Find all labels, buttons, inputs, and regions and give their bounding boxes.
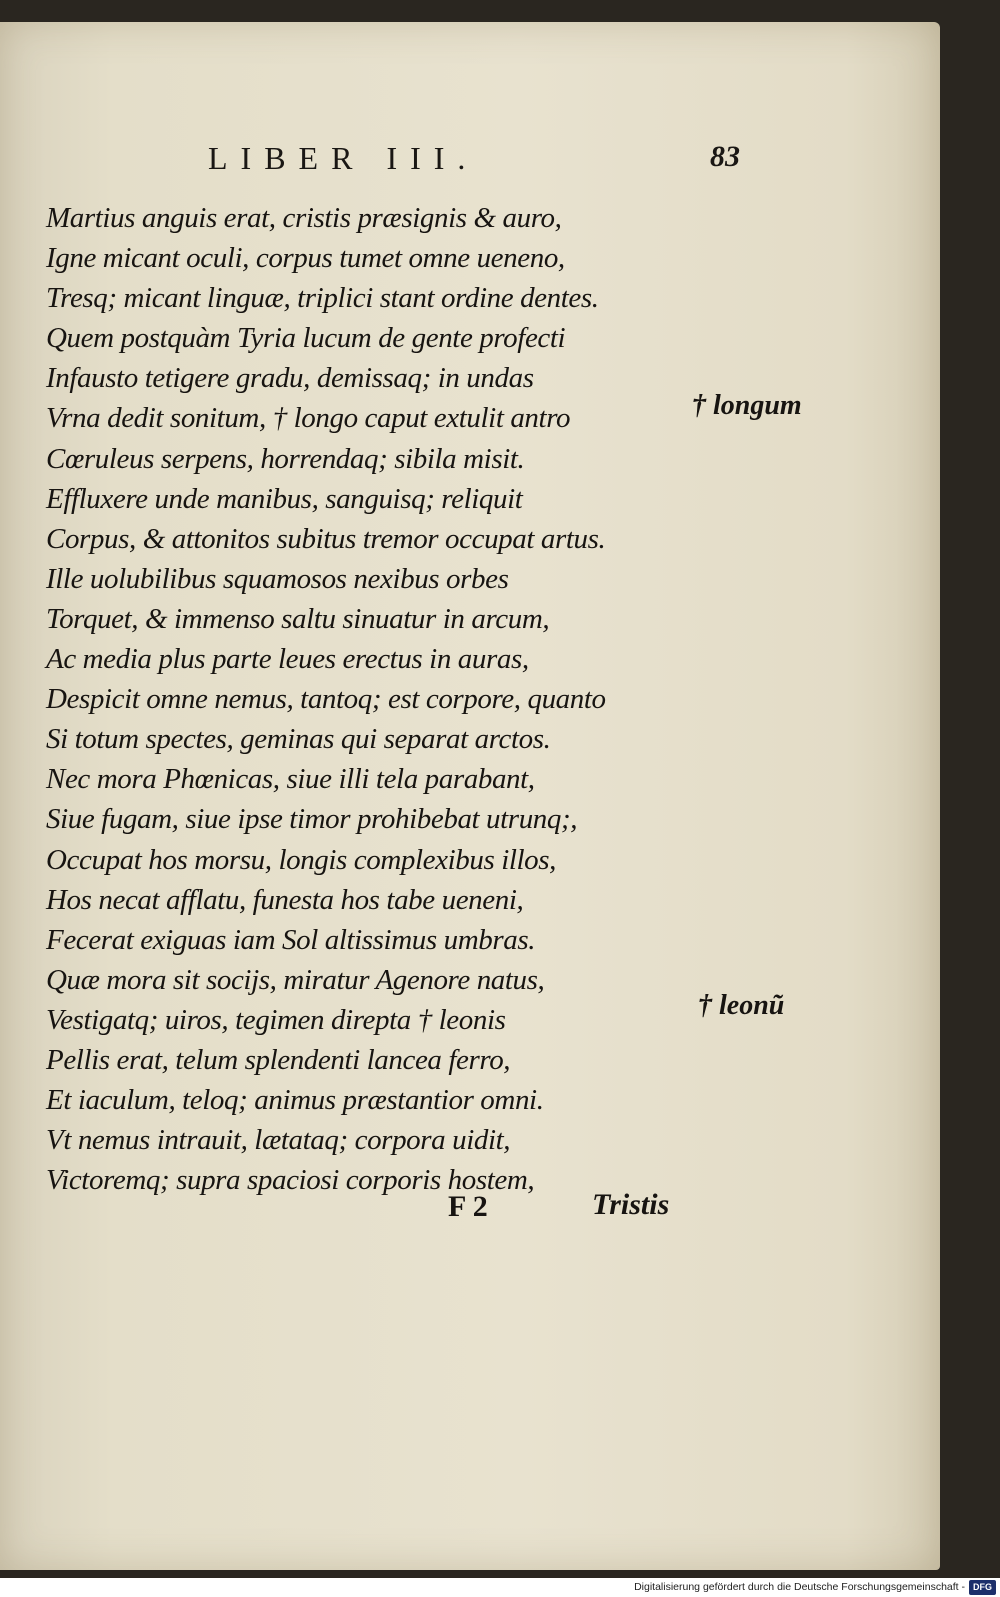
verse-line: Pellis erat, telum splendenti lancea ferro,	[46, 1043, 511, 1076]
verse-line: Igne micant oculi, corpus tumet omne ueneno,	[46, 242, 565, 275]
verse-line: Hos necat afflatu, funesta hos tabe ueneni,	[46, 883, 524, 916]
catchword: Tristis	[592, 1188, 670, 1221]
verse-line: Vt nemus intrauit, lætataq; corpora uidit,	[46, 1124, 511, 1157]
verse-line: Si totum spectes, geminas qui separat arctos.	[46, 723, 551, 756]
dfg-logo: DFG	[969, 1580, 996, 1595]
verse-line: Infausto tetigere gradu, demissaq; in undas	[46, 362, 534, 395]
verse-line: Corpus, & attonitos subitus tremor occupat artus.	[46, 522, 606, 555]
signature-mark: F 2	[448, 1190, 488, 1223]
verse-line: Ille uolubilibus squamosos nexibus orbes	[46, 562, 509, 595]
verse-line: Vestigatq; uiros, tegimen direpta † leonis	[46, 1003, 506, 1036]
verse-block	[46, 198, 606, 1200]
verse-line: Nec mora Phœnicas, siue illi tela parabant,	[46, 763, 535, 796]
attribution-bar	[0, 1578, 1000, 1597]
attribution-text: Digitalisierung gefördert durch die Deutsche Forschungsgemeinschaft -	[634, 1581, 965, 1593]
marginal-note: † longum	[692, 390, 802, 421]
verse-line: Despicit omne nemus, tantoq; est corpore, quanto	[46, 683, 606, 716]
verse-line: Martius anguis erat, cristis præsignis & auro,	[46, 202, 562, 234]
marginal-note: † leonũ	[698, 990, 785, 1021]
verse-line: Vrna dedit sonitum, † longo caput extulit antro	[46, 402, 571, 435]
running-head: LIBER III.	[208, 140, 479, 176]
verse-line: Victoremq; supra spaciosi corporis hostem,	[46, 1164, 535, 1197]
verse-line: Occupat hos morsu, longis complexibus illos,	[46, 843, 557, 876]
verse-line: Quæ mora sit socijs, miratur Agenore natus,	[46, 963, 545, 996]
verse-line: Tresq; micant linguæ, triplici stant ordine dentes.	[46, 282, 599, 315]
verse-line: Torquet, & immenso saltu sinuatur in arcum,	[46, 602, 550, 635]
book-page	[0, 22, 940, 1570]
verse-line: Effluxere unde manibus, sanguisq; reliquit	[46, 482, 523, 515]
verse-line: Siue fugam, siue ipse timor prohibebat utrunq;,	[46, 803, 578, 836]
verse-line: Quem postquàm Tyria lucum de gente profecti	[46, 322, 566, 355]
verse-line: Et iaculum, teloq; animus præstantior omni.	[46, 1084, 544, 1117]
folio-number: 83	[710, 140, 740, 173]
verse-line: Ac media plus parte leues erectus in auras,	[46, 643, 529, 676]
verse-line: Cœruleus serpens, horrendaq; sibila misit.	[46, 442, 525, 475]
verse-line: Fecerat exiguas iam Sol altissimus umbras.	[46, 923, 536, 956]
